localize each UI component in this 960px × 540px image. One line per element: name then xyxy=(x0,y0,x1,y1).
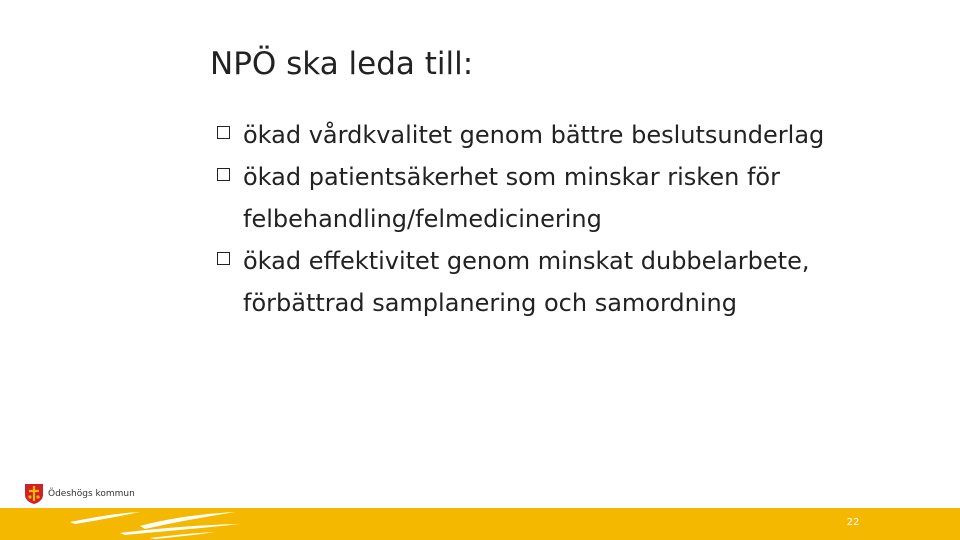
slide-title: NPÖ ska leda till: xyxy=(210,46,474,82)
municipality-logo xyxy=(24,482,135,506)
bullet-text: ökad vårdkvalitet genom bättre beslutsunderlag xyxy=(243,121,825,149)
footer-band xyxy=(0,508,960,540)
square-bullet-icon xyxy=(217,168,230,181)
bullet-item xyxy=(215,156,855,240)
square-bullet-icon xyxy=(217,252,230,265)
logo-text: Ödeshögs kommun xyxy=(48,489,135,499)
municipal-crest-icon xyxy=(24,483,44,505)
bullet-text: ökad patientsäkerhet som minskar risken för felbehandling/felmedicinering xyxy=(243,163,780,233)
page-number: 22 xyxy=(846,517,860,528)
bullet-item xyxy=(215,240,855,324)
bullet-list xyxy=(215,114,855,324)
bullet-item xyxy=(215,114,855,156)
square-bullet-icon xyxy=(217,126,230,139)
bullet-text: ökad effektivitet genom minskat dubbelarbete, förbättrad samplanering och samordning xyxy=(243,247,810,317)
